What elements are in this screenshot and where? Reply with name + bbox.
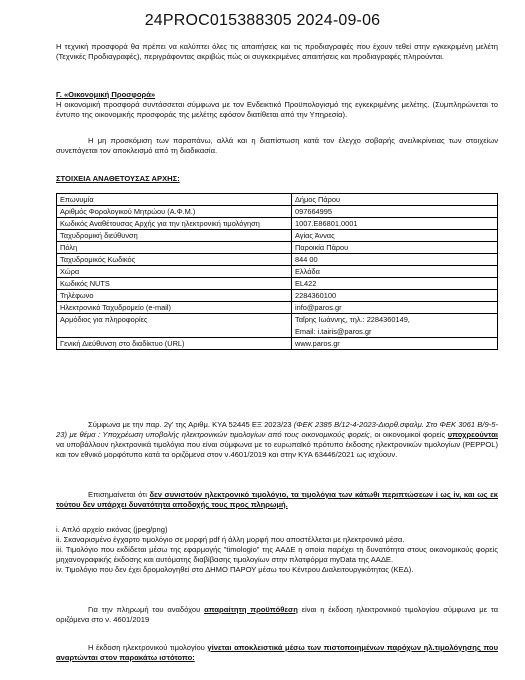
table-row (57, 314, 498, 338)
contact-cell (292, 314, 498, 338)
row-key: Ταχυδρομικός Κωδικός (57, 254, 292, 266)
kya-obligation: υποχρεούνται (447, 430, 498, 439)
emphasis-bold: δεν συνιστούν ηλεκτρονικό τιμολόγιο, τα τιμολόγια των κάτωθι περιπτώσεων i ως iv, και ως εκ τούτου δεν υπάρχει δυνατότητα αποδοχής τους προς πληρωμή. (56, 490, 499, 509)
emphasis-paragraph (56, 490, 498, 510)
row-key: Κωδικός Αναθέτουσας Αρχής για την ηλεκτρονική τιμολόγηση (57, 218, 292, 230)
authority-title: ΣΤΟΙΧΕΙΑ ΑΝΑΘΕΤΟΥΣΑΣ ΑΡΧΗΣ: (56, 174, 180, 183)
table-row (57, 338, 498, 350)
row-value: 1007.E86801.0001 (292, 218, 498, 230)
kya-paragraph (56, 420, 498, 460)
table-row (57, 254, 498, 266)
payment-lead: Για την πληρωμή του αναδόχου (88, 605, 205, 614)
issuance-paragraph (56, 643, 498, 663)
table-row (57, 266, 498, 278)
issuance-bold: γίνεται αποκλειστικά μέσω των πιστοποιημένων παρόχων ηλ.τιμολόγησης που αναρτώνται στον παρακάτω ιστότοπο: (56, 643, 498, 662)
row-key: Επωνυμία (57, 194, 292, 206)
procurement-id-header: 24PROC015388305 2024-09-06 (144, 12, 381, 29)
row-key: Τηλέφωνο (57, 290, 292, 302)
table-row (57, 290, 498, 302)
row-value: Ελλάδα (292, 266, 498, 278)
cases-list (56, 525, 498, 575)
row-value: 2284360100 (292, 290, 498, 302)
kya-text-3: να υποβάλλουν ηλεκτρονικά τιμολόγια που είναι σύμφωνα με το ευρωπαϊκό πρότυπο έκδοσης ηλεκτρονικών τιμολογίων (PEPPOL) και τον εθνικό μορφότυπο κατά τα οριζόμενα στον ν.4601/2019 και στην ΚΥΑ 63446/2021 ως ισχύουν. (56, 440, 498, 459)
payment-paragraph (56, 605, 498, 625)
table-row (57, 194, 498, 206)
table-row (57, 242, 498, 254)
row-key: Ηλεκτρονικό Ταχυδρομείο (e-mail) (57, 302, 292, 314)
row-value: Παροικία Πάρου (292, 242, 498, 254)
section-g-title: Γ. «Οικονομική Προσφορά» (56, 90, 156, 99)
payment-condition: απαραίτητη προϋπόθεση (204, 605, 298, 614)
row-key: Πόλη (57, 242, 292, 254)
row-value: Αγίας Άννας (292, 230, 498, 242)
authority-table (56, 193, 498, 350)
contact-person: Ταΐρης Ιωάννης, τηλ.: 2284360149, (295, 315, 410, 324)
row-key: Αρμόδιος για πληροφορίες (57, 314, 292, 338)
list-item: iv. Τιμολόγιο που δεν έχει δρομολογηθεί στο ΔΗΜΟ ΠΑΡΟΥ μέσω του Κέντρου Διαλειτουργικότητας (ΚΕΔ). (56, 565, 414, 574)
row-key: Ταχυδρομική διεύθυνση (57, 230, 292, 242)
payment-tail: είναι η έκδοση ηλεκτρονικού τιμολογίου σύμφωνα με τα οριζόμενα στο ν. 4601/2019 (56, 605, 498, 624)
table-row (57, 206, 498, 218)
kya-fek-reference: (ΦΕΚ 2385 Β/12-4-2023-Διορθ.σφαλμ. Στο ΦΕΚ 3061 Β/9-5-23) με θέμα : Υποχρέωση υποβολής ηλεκτρονικών τιμολογίων από τους οικονομικούς φορείς (56, 420, 498, 439)
row-value: EL422 (292, 278, 498, 290)
row-value: Δήμος Πάρου (292, 194, 498, 206)
issuance-lead: Η έκδοση ηλεκτρονικού τιμολογίου (88, 643, 208, 652)
email-link[interactable]: info@paros.gr (292, 302, 498, 314)
contact-email[interactable]: Email: i.tairis@paros.gr (295, 327, 372, 336)
emphasis-lead: Επισημαίνεται ότι (88, 490, 150, 499)
section-g-body: Η οικονομική προσφορά συντάσσεται σύμφωνα με τον Ενδεικτικό Προϋπολογισμό της εγκεκριμένης μελέτης. (Συμπληρώνεται το έντυπο της οικονομικής προσφοράς της μελέτης εφόσον διατίθεται από την Υπηρεσία). (56, 100, 498, 119)
row-value: 097664995 (292, 206, 498, 218)
website-link[interactable]: www.paros.gr (292, 338, 498, 350)
row-key: Χώρα (57, 266, 292, 278)
kya-text-2: , οι οικονομικοί φορείς (369, 430, 448, 439)
row-key: Γενική Διεύθυνση στο διαδίκτυο (URL) (57, 338, 292, 350)
list-item: i. Απλό αρχείο εικόνας (jpeg/png) (56, 525, 168, 534)
kya-text-1: Σύμφωνα με την παρ. 2γ' της Αριθμ. ΚΥΑ 52445 ΕΞ 2023/23 (88, 420, 294, 429)
table-row (57, 278, 498, 290)
table-row (57, 230, 498, 242)
list-item: iii. Τιμολόγιο που εκδίδεται μέσω της εφαρμογής "timologio" της ΑΑΔΕ η οποία παρέχει τη δυνατότητα στους οικονομικούς φορείς μηχανογραφικής έκδοσης και αυτόματης διαβίβασης τιμολογίων στην πλατφόρμα myData της ΑΑΔΕ. (56, 545, 498, 564)
row-key: Αριθμός Φορολογικού Μητρώου (Α.Φ.Μ.) (57, 206, 292, 218)
table-row (57, 302, 498, 314)
technical-offer-paragraph: Η τεχνική προσφορά θα πρέπει να καλύπτει όλες τις απαιτήσεις και τις προδιαγραφές που έχουν τεθεί στην εγκεκριμένη μελέτη (Τεχνικές Προδιαγραφές), περιγράφοντας ακριβώς πώς οι συγκεκριμένες απαιτήσεις και προδιαγραφές πληρούνται. (56, 42, 498, 61)
row-value: 844 00 (292, 254, 498, 266)
list-item: ii. Σκαναρισμένο έγχαρτο τιμολόγιο σε μορφή pdf ή άλλη μορφή που αποστέλλεται με ηλεκτρονικά μέσα. (56, 535, 405, 544)
row-key: Κωδικός NUTS (57, 278, 292, 290)
non-submission-paragraph: Η μη προσκόμιση των παραπάνω, αλλά και η διαπίστωση κατά τον έλεγχο σοβαρής ανειλικρίνειας των στοιχείων συνεπάγεται τον αποκλεισμό από τη διαδικασία. (56, 136, 498, 155)
table-row (57, 218, 498, 230)
